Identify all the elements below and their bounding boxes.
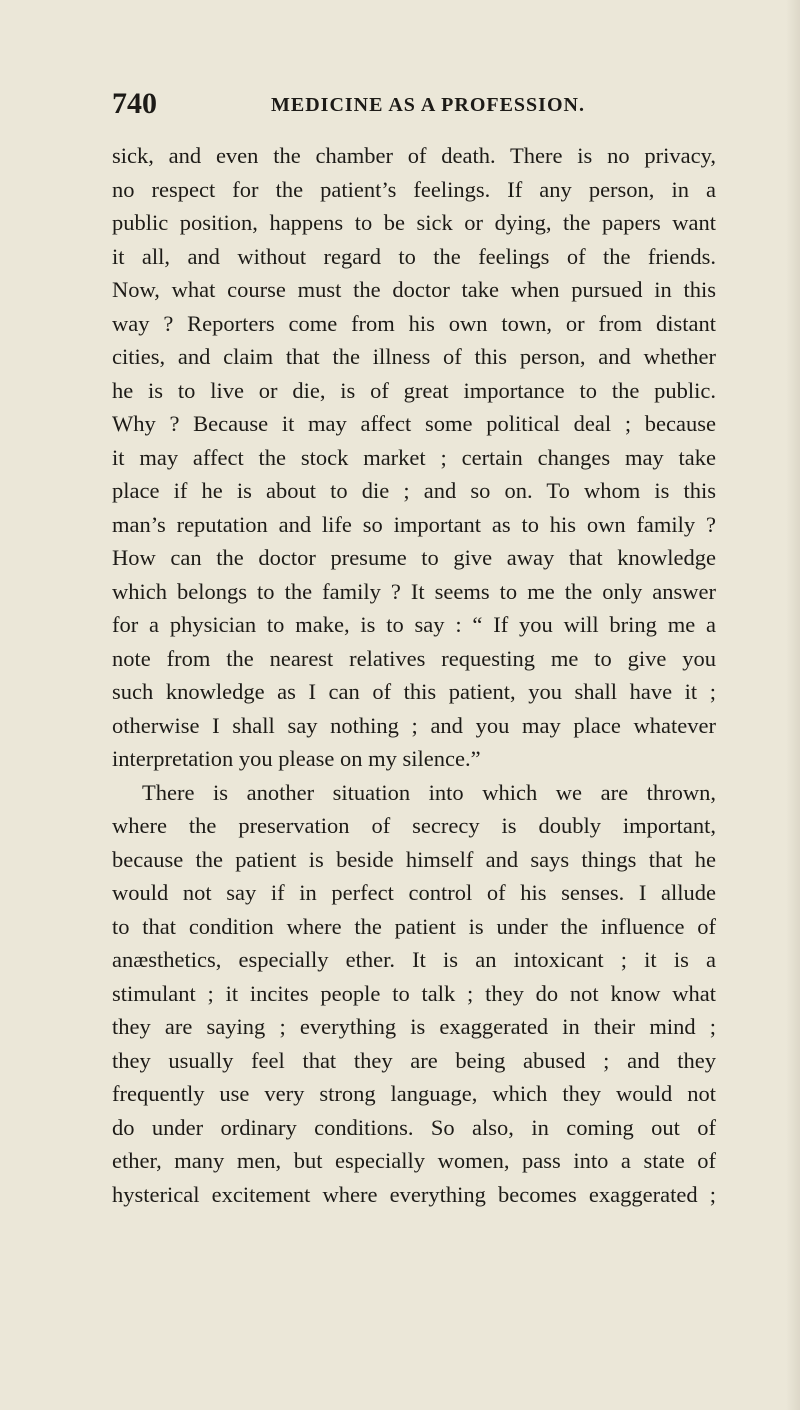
body-text bbox=[112, 139, 716, 1211]
text-line: public position, happens to be sick or dying, the papers want bbox=[112, 210, 716, 235]
text-line: cities, and claim that the illness of this person, and whether bbox=[112, 344, 716, 369]
page-number: 740 bbox=[112, 87, 157, 120]
text-line: they usually feel that they are being abused ; and they bbox=[112, 1047, 716, 1073]
text-line: sick, and even the chamber of death. There is no privacy, bbox=[112, 143, 716, 168]
text-line: How can the doctor presume to give away that knowledge bbox=[112, 545, 716, 570]
text-line: stimulant ; it incites people to talk ; they do not know what bbox=[112, 980, 716, 1006]
text-line: no respect for the patient’s feelings. If any person, in a bbox=[112, 176, 716, 202]
text-line: he is to live or die, is of great importance to the public. bbox=[112, 377, 716, 403]
text-line: frequently use very strong language, which they would not bbox=[112, 1081, 716, 1106]
text-line: place if he is about to die ; and so on. To whom is this bbox=[112, 478, 716, 503]
text-line: where the preservation of secrecy is doubly important, bbox=[112, 813, 716, 838]
text-line: would not say if in perfect control of his senses. I allude bbox=[112, 880, 716, 905]
text-line: do under ordinary conditions. So also, in coming out of bbox=[112, 1114, 716, 1140]
text-line: otherwise I shall say nothing ; and you may place whatever bbox=[112, 712, 716, 738]
text-line: they are saying ; everything is exaggerated in their mind ; bbox=[112, 1014, 716, 1039]
text-line: which belongs to the family ? It seems to me the only answer bbox=[112, 578, 716, 604]
text-line: for a physician to make, is to say : “ If you will bring me a bbox=[112, 612, 716, 637]
text-line: anæsthetics, especially ether. It is an intoxicant ; it is a bbox=[112, 947, 716, 972]
paragraph-first-line: There is another situation into which we are thrown, bbox=[142, 779, 716, 805]
page-header bbox=[112, 86, 716, 122]
text-line: man’s reputation and life so important as to his own family ? bbox=[112, 511, 716, 537]
page-edge-shadow bbox=[786, 0, 800, 1410]
text-line: because the patient is beside himself and says things that he bbox=[112, 846, 716, 872]
text-line: it may affect the stock market ; certain changes may take bbox=[112, 444, 716, 470]
text-line: hysterical excitement where everything becomes exaggerated ; bbox=[112, 1181, 716, 1207]
text-line: ether, many men, but especially women, pass into a state of bbox=[112, 1148, 716, 1173]
paragraph-last-line: interpretation you please on my silence.” bbox=[112, 746, 481, 771]
text-line: way ? Reporters come from his own town, or from distant bbox=[112, 310, 716, 336]
text-line: Why ? Because it may affect some political deal ; because bbox=[112, 411, 716, 436]
text-line: such knowledge as I can of this patient, you shall have it ; bbox=[112, 679, 716, 704]
text-line: Now, what course must the doctor take when pursued in this bbox=[112, 277, 716, 302]
text-line: note from the nearest relatives requesting me to give you bbox=[112, 645, 716, 671]
running-title: MEDICINE AS A PROFESSION. bbox=[271, 94, 585, 116]
text-line: to that condition where the patient is under the influence of bbox=[112, 913, 716, 939]
text-line: it all, and without regard to the feelings of the friends. bbox=[112, 243, 716, 269]
